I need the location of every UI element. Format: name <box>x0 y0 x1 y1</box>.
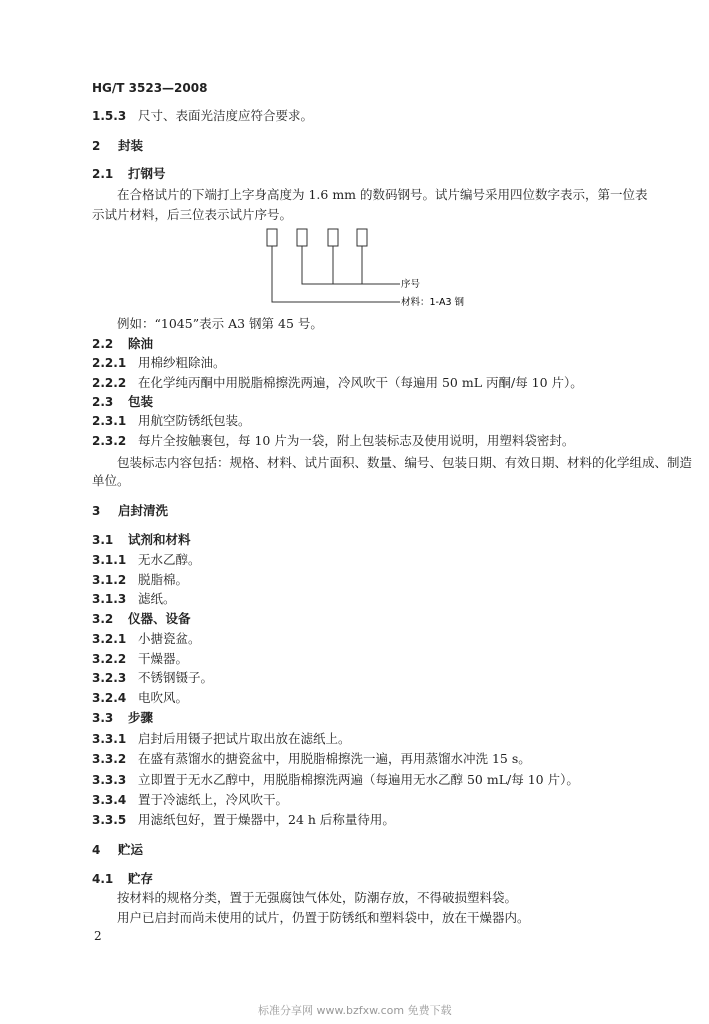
clause-number: 2.3.2 <box>92 434 127 448</box>
section-title: 封装 <box>118 138 144 153</box>
clause-3-2-heading <box>92 611 191 627</box>
clause-title: 包装 <box>128 394 154 409</box>
clause-3-2-2 <box>92 651 188 667</box>
clause-number: 3.3.1 <box>92 732 127 746</box>
clause-title: 除油 <box>128 336 154 351</box>
paragraph-2-3-line-2: 单位。 <box>92 473 130 488</box>
clause-text: 启封后用镊子把试片取出放在滤纸上。 <box>138 731 351 746</box>
clause-title: 步骤 <box>128 710 154 725</box>
section-4-heading <box>92 842 143 858</box>
paragraph-2-1-line-1: 在合格试片的下端打上字身高度为 1.6 mm 的数码钢号。试片编号采用四位数字表示，第一位表 <box>117 187 648 202</box>
paragraph-4-1-line-1: 按材料的规格分类，置于无强腐蚀气体处，防潮存放，不得破损塑料袋。 <box>117 890 518 905</box>
clause-2-2-heading <box>92 336 153 352</box>
clause-number: 4.1 <box>92 872 114 886</box>
section-title: 启封清洗 <box>118 503 169 518</box>
digit-box-1 <box>267 229 277 246</box>
clause-3-3-3 <box>92 772 579 788</box>
clause-number: 3.2.2 <box>92 652 127 666</box>
section-3-heading <box>92 503 168 519</box>
watermark-text: 标准分享网 www.bzfxw.com 免费下载 <box>258 1004 452 1017</box>
clause-title: 试剂和材料 <box>128 532 191 547</box>
clause-number: 1.5.3 <box>92 109 127 123</box>
section-2-heading <box>92 138 143 154</box>
clause-text: 用滤纸包好，置于燥器中，24 h 后称量待用。 <box>138 812 395 827</box>
section-number: 3 <box>92 504 101 518</box>
standard-number: HG/T 3523—2008 <box>92 81 208 95</box>
clause-text: 尺寸、表面光洁度应符合要求。 <box>138 108 314 123</box>
clause-text: 干燥器。 <box>138 651 189 666</box>
clause-number: 3.3.2 <box>92 752 127 766</box>
numbering-diagram <box>255 222 485 314</box>
clause-text: 小搪瓷盆。 <box>138 631 201 646</box>
clause-number: 3.3.5 <box>92 813 127 827</box>
clause-number: 2.2.1 <box>92 356 127 370</box>
clause-number: 3.3.4 <box>92 793 127 807</box>
label-material: 材料：1-A3 钢 <box>401 297 465 308</box>
clause-number: 3.1.2 <box>92 573 127 587</box>
clause-3-2-4 <box>92 690 188 706</box>
clause-3-1-2 <box>92 572 188 588</box>
clause-text: 滤纸。 <box>138 591 176 606</box>
clause-number: 2.2.2 <box>92 376 127 390</box>
clause-number: 3.3.3 <box>92 773 127 787</box>
clause-3-3-1 <box>92 731 351 747</box>
clause-4-1-heading <box>92 871 153 887</box>
clause-number: 3.1.3 <box>92 592 127 606</box>
clause-2-3-1 <box>92 413 251 429</box>
digit-box-4 <box>357 229 367 246</box>
clause-title: 打钢号 <box>128 166 166 181</box>
clause-1-5-3 <box>92 108 313 124</box>
sequence-leader-line <box>302 246 400 284</box>
clause-number: 3.1 <box>92 533 114 547</box>
clause-3-1-heading <box>92 532 191 548</box>
digit-box-2 <box>297 229 307 246</box>
example-text: 例如：“1045”表示 A3 钢第 45 号。 <box>117 316 323 331</box>
clause-text: 立即置于无水乙醇中，用脱脂棉擦洗两遍（每遍用无水乙醇 50 mL/每 10 片）。 <box>138 772 579 787</box>
clause-text: 电吹风。 <box>138 690 189 705</box>
clause-3-3-heading <box>92 710 153 726</box>
clause-number: 2.3 <box>92 395 114 409</box>
clause-text: 用棉纱粗除油。 <box>138 355 226 370</box>
material-leader-line <box>272 246 400 302</box>
clause-number: 3.2.3 <box>92 671 127 685</box>
clause-text: 不锈钢镊子。 <box>138 670 214 685</box>
clause-number: 3.3 <box>92 711 114 725</box>
clause-text: 用航空防锈纸包装。 <box>138 413 251 428</box>
clause-number: 2.2 <box>92 337 114 351</box>
section-number: 4 <box>92 843 101 857</box>
clause-number: 3.2.4 <box>92 691 127 705</box>
clause-title: 仪器、设备 <box>128 611 191 626</box>
clause-3-3-2 <box>92 751 531 767</box>
clause-text: 脱脂棉。 <box>138 572 189 587</box>
page-number: 2 <box>94 929 102 943</box>
clause-2-2-2 <box>92 375 583 391</box>
clause-number: 3.2 <box>92 612 114 626</box>
clause-2-1-heading <box>92 166 166 182</box>
clause-3-1-3 <box>92 591 176 607</box>
paragraph-2-3-line-1: 包装标志内容包括：规格、材料、试片面积、数量、编号、包装日期、有效日期、材料的化学组成、制造 <box>117 455 693 470</box>
clause-2-3-2 <box>92 433 574 449</box>
clause-number: 2.3.1 <box>92 414 127 428</box>
paragraph-4-1-line-2: 用户已启封而尚未使用的试片，仍置于防锈纸和塑料袋中，放在干燥器内。 <box>117 910 530 925</box>
clause-3-1-1 <box>92 552 201 568</box>
clause-text: 每片全按触裹包，每 10 片为一袋，附上包装标志及使用说明，用塑料袋密封。 <box>138 433 575 448</box>
section-title: 贮运 <box>118 842 144 857</box>
paragraph-2-1-line-2: 示试片材料，后三位表示试片序号。 <box>92 207 293 222</box>
clause-title: 贮存 <box>128 871 154 886</box>
clause-text: 在化学纯丙酮中用脱脂棉擦洗两遍，冷风吹干（每遍用 50 mL 丙酮/每 10 片）。 <box>138 375 583 390</box>
clause-3-3-5 <box>92 812 395 828</box>
section-number: 2 <box>92 139 101 153</box>
label-sequence: 序号 <box>401 279 421 290</box>
clause-3-3-4 <box>92 792 288 808</box>
clause-3-2-3 <box>92 670 213 686</box>
clause-text: 置于冷滤纸上，冷风吹干。 <box>138 792 289 807</box>
clause-3-2-1 <box>92 631 201 647</box>
clause-number: 3.2.1 <box>92 632 127 646</box>
clause-text: 无水乙醇。 <box>138 552 201 567</box>
clause-number: 3.1.1 <box>92 553 127 567</box>
clause-text: 在盛有蒸馏水的搪瓷盆中，用脱脂棉擦洗一遍，再用蒸馏水冲洗 15 s。 <box>138 751 531 766</box>
digit-box-3 <box>328 229 338 246</box>
clause-number: 2.1 <box>92 167 114 181</box>
clause-2-2-1 <box>92 355 226 371</box>
clause-2-3-heading <box>92 394 153 410</box>
